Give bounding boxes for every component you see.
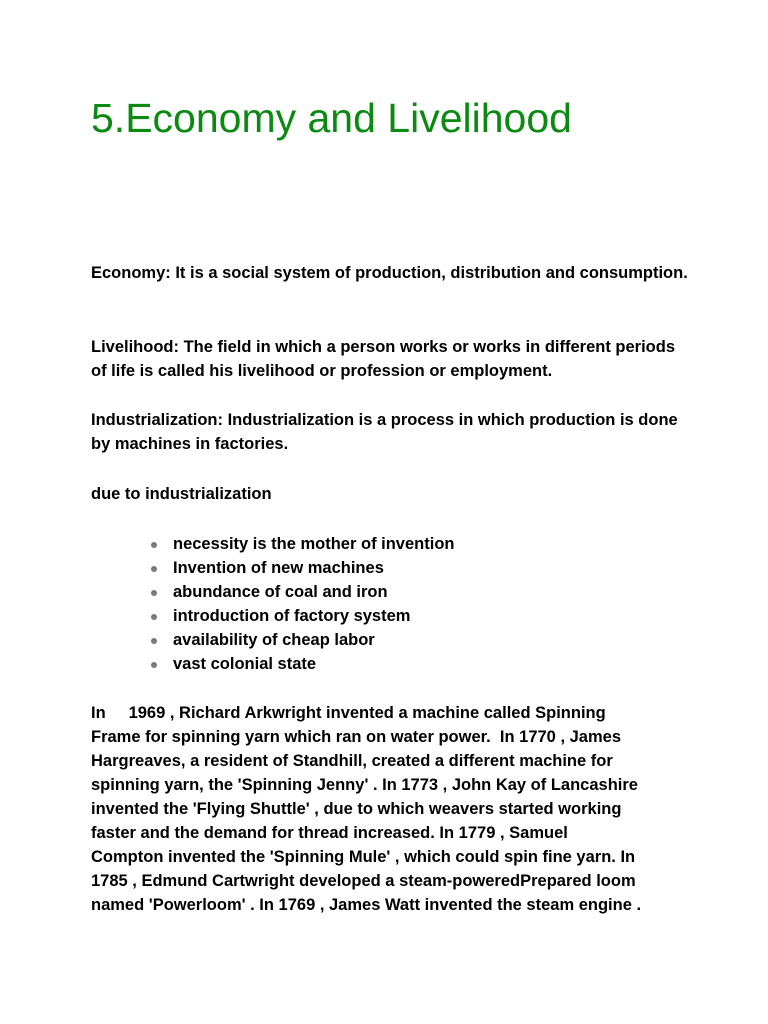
causes-list [173, 532, 454, 676]
list-item [173, 652, 454, 676]
list-item-text: vast colonial state [173, 655, 317, 673]
industrialization-definition: Industrialization: Industrialization is a process in which production is done by machines in factories. [91, 411, 678, 453]
list-item-text: abundance of coal and iron [173, 583, 388, 601]
history-line: spinning yarn, the 'Spinning Jenny' . In 1773 , John Kay of Lancashire [91, 776, 638, 794]
list-item [173, 628, 454, 652]
list-item [173, 580, 454, 604]
history-line: Hargreaves, a resident of Standhill, created a different machine for [91, 752, 613, 770]
bullet-icon [151, 614, 157, 620]
causes-heading: due to industrialization [91, 485, 272, 503]
history-line: 1785 , Edmund Cartwright developed a steam-poweredPrepared loom [91, 872, 636, 890]
history-line: Frame for spinning yarn which ran on water power. In 1770 , James [91, 728, 621, 746]
list-item-text: introduction of factory system [173, 607, 411, 625]
list-item [173, 556, 454, 580]
bullet-icon [151, 590, 157, 596]
economy-definition: Economy: It is a social system of production, distribution and consumption. [91, 264, 688, 282]
bullet-icon [151, 662, 157, 668]
history-line: In 1969 , Richard Arkwright invented a machine called Spinning [91, 704, 606, 722]
list-item-text: necessity is the mother of invention [173, 535, 455, 553]
history-line: invented the 'Flying Shuttle' , due to which weavers started working [91, 800, 622, 818]
list-item-text: Invention of new machines [173, 559, 384, 577]
list-item [173, 604, 454, 628]
history-line: faster and the demand for thread increased. In 1779 , Samuel [91, 824, 568, 842]
history-line: Compton invented the 'Spinning Mule' , which could spin fine yarn. In [91, 848, 636, 866]
livelihood-definition: Livelihood: The field in which a person works or works in different periods of life is called his livelihood or profession or employment. [91, 338, 675, 380]
bullet-icon [151, 566, 157, 572]
history-line: named 'Powerloom' . In 1769 , James Watt invented the steam engine . [91, 896, 642, 914]
list-item-text: availability of cheap labor [173, 631, 375, 649]
bullet-icon [151, 542, 157, 548]
history-paragraph [91, 701, 691, 917]
bullet-icon [151, 638, 157, 644]
list-item [173, 532, 454, 556]
page-title: 5.Economy and Livelihood [91, 95, 572, 141]
